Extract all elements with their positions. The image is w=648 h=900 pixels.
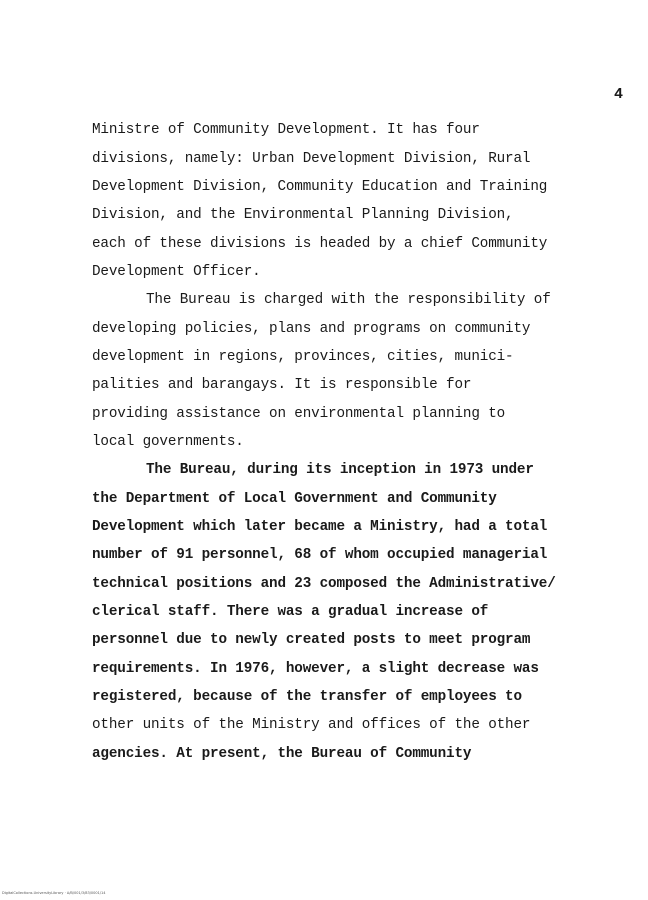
text-line-21: registered, because of the transfer of employees to xyxy=(92,689,522,705)
text-line-15: Development which later became a Ministry, had a total xyxy=(92,519,548,535)
text-line-4: Division, and the Environmental Planning Division, xyxy=(92,207,514,223)
page-number: 4 xyxy=(614,86,624,103)
text-line-12: local governments. xyxy=(92,434,244,450)
text-line-14: the Department of Local Government and Community xyxy=(92,491,497,507)
text-line-5: each of these divisions is headed by a chief Community xyxy=(92,236,548,252)
text-line-1: Ministre of Community Development. It has four xyxy=(92,122,480,138)
text-line-9: development in regions, provinces, cities, munici- xyxy=(92,349,514,365)
text-line-19: personnel due to newly created posts to meet program xyxy=(92,632,531,648)
text-line-3: Development Division, Community Education and Training xyxy=(92,179,548,195)
text-line-18: clerical staff. There was a gradual increase of xyxy=(92,604,489,620)
text-line-7: The Bureau is charged with the responsibility of xyxy=(146,292,551,308)
footer-stamp: DigitalCollections.UniversityLibrary · A/B/001/3/83/0001/14 xyxy=(2,891,106,895)
text-line-10: palities and barangays. It is responsible for xyxy=(92,377,472,393)
text-line-11: providing assistance on environmental planning to xyxy=(92,406,506,422)
text-line-6: Development Officer. xyxy=(92,264,261,280)
text-line-23: agencies. At present, the Bureau of Community xyxy=(92,746,472,762)
text-line-2: divisions, namely: Urban Development Division, Rural xyxy=(92,151,531,167)
text-line-20: requirements. In 1976, however, a slight decrease was xyxy=(92,661,539,677)
text-line-16: number of 91 personnel, 68 of whom occupied managerial xyxy=(92,547,548,563)
text-line-22: other units of the Ministry and offices of the other xyxy=(92,717,531,733)
text-line-17: technical positions and 23 composed the Administrative/ xyxy=(92,576,556,592)
text-line-13: The Bureau, during its inception in 1973 under xyxy=(146,462,534,478)
text-line-8: developing policies, plans and programs on community xyxy=(92,321,531,337)
